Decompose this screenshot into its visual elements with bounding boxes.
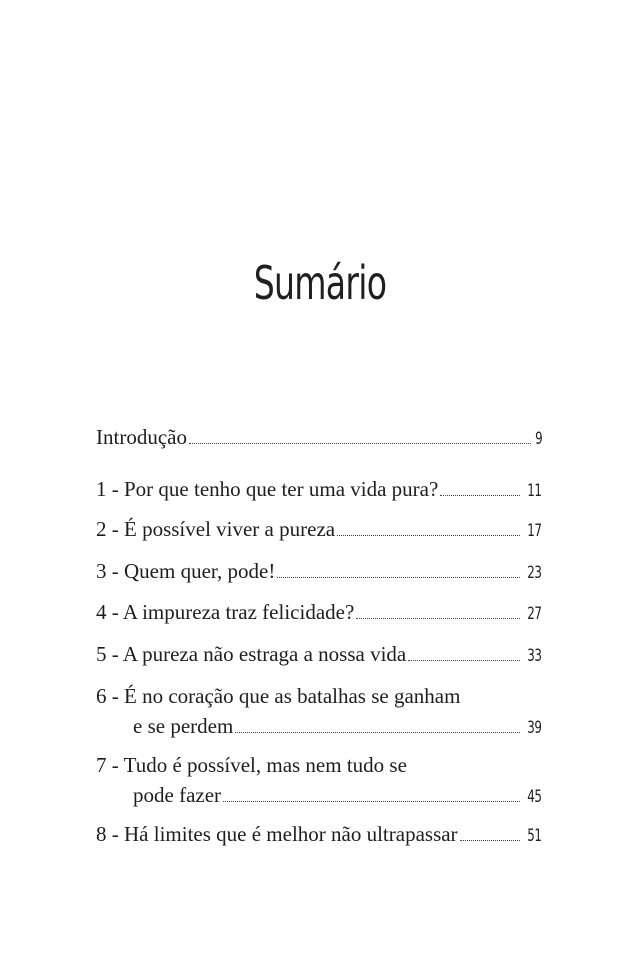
toc-entry-6 (96, 681, 542, 741)
toc-entry-7 (96, 750, 542, 810)
toc-entry-1 (96, 474, 542, 504)
toc-entry-title: 5 - A pureza não estraga a nossa vida (96, 642, 407, 666)
toc-entry-title: 2 - É possível viver a pureza (96, 517, 336, 541)
dot-leader (189, 442, 531, 444)
dot-leader (277, 576, 520, 578)
dot-leader (235, 731, 520, 733)
toc-page-number: 39 (527, 718, 542, 738)
toc-entry-introducao (96, 422, 542, 452)
toc-page-number: 17 (527, 521, 542, 541)
dot-leader (223, 800, 520, 802)
dot-leader (408, 659, 520, 661)
toc-entry-title: 3 - Quem quer, pode! (96, 559, 276, 583)
toc-entry-title: 7 - Tudo é possível, mas nem tudo se (96, 753, 407, 777)
toc-entry-5 (96, 639, 542, 669)
toc-page-number: 27 (527, 604, 542, 624)
toc-entry-title: 8 - Há limites que é melhor não ultrapassar (96, 822, 458, 846)
dot-leader (440, 494, 520, 496)
toc-entry-2 (96, 514, 542, 544)
toc-page-number: 45 (527, 787, 542, 807)
toc-entry-3 (96, 556, 542, 586)
toc-page-number: 11 (527, 481, 542, 501)
toc-page-number: 23 (527, 563, 542, 583)
page-title: Sumário (253, 256, 387, 310)
dot-leader (337, 534, 520, 536)
dot-leader (460, 839, 521, 841)
toc-entry-title: 6 - É no coração que as batalhas se ganham (96, 684, 461, 708)
toc-entry-title: 1 - Por que tenho que ter uma vida pura? (96, 477, 439, 501)
toc-entry-title-continuation: e se perdem (133, 714, 234, 738)
toc-entry-8 (96, 819, 542, 849)
toc-entry-title: 4 - A impureza traz felicidade? (96, 600, 355, 624)
toc-page-number: 9 (534, 429, 542, 449)
dot-leader (356, 617, 520, 619)
toc-entry-4 (96, 597, 542, 627)
toc-page-number: 33 (527, 646, 542, 666)
toc-page-number: 51 (527, 826, 542, 846)
toc-entry-title-continuation: pode fazer (133, 783, 222, 807)
toc-entry-title: Introdução (96, 425, 187, 449)
